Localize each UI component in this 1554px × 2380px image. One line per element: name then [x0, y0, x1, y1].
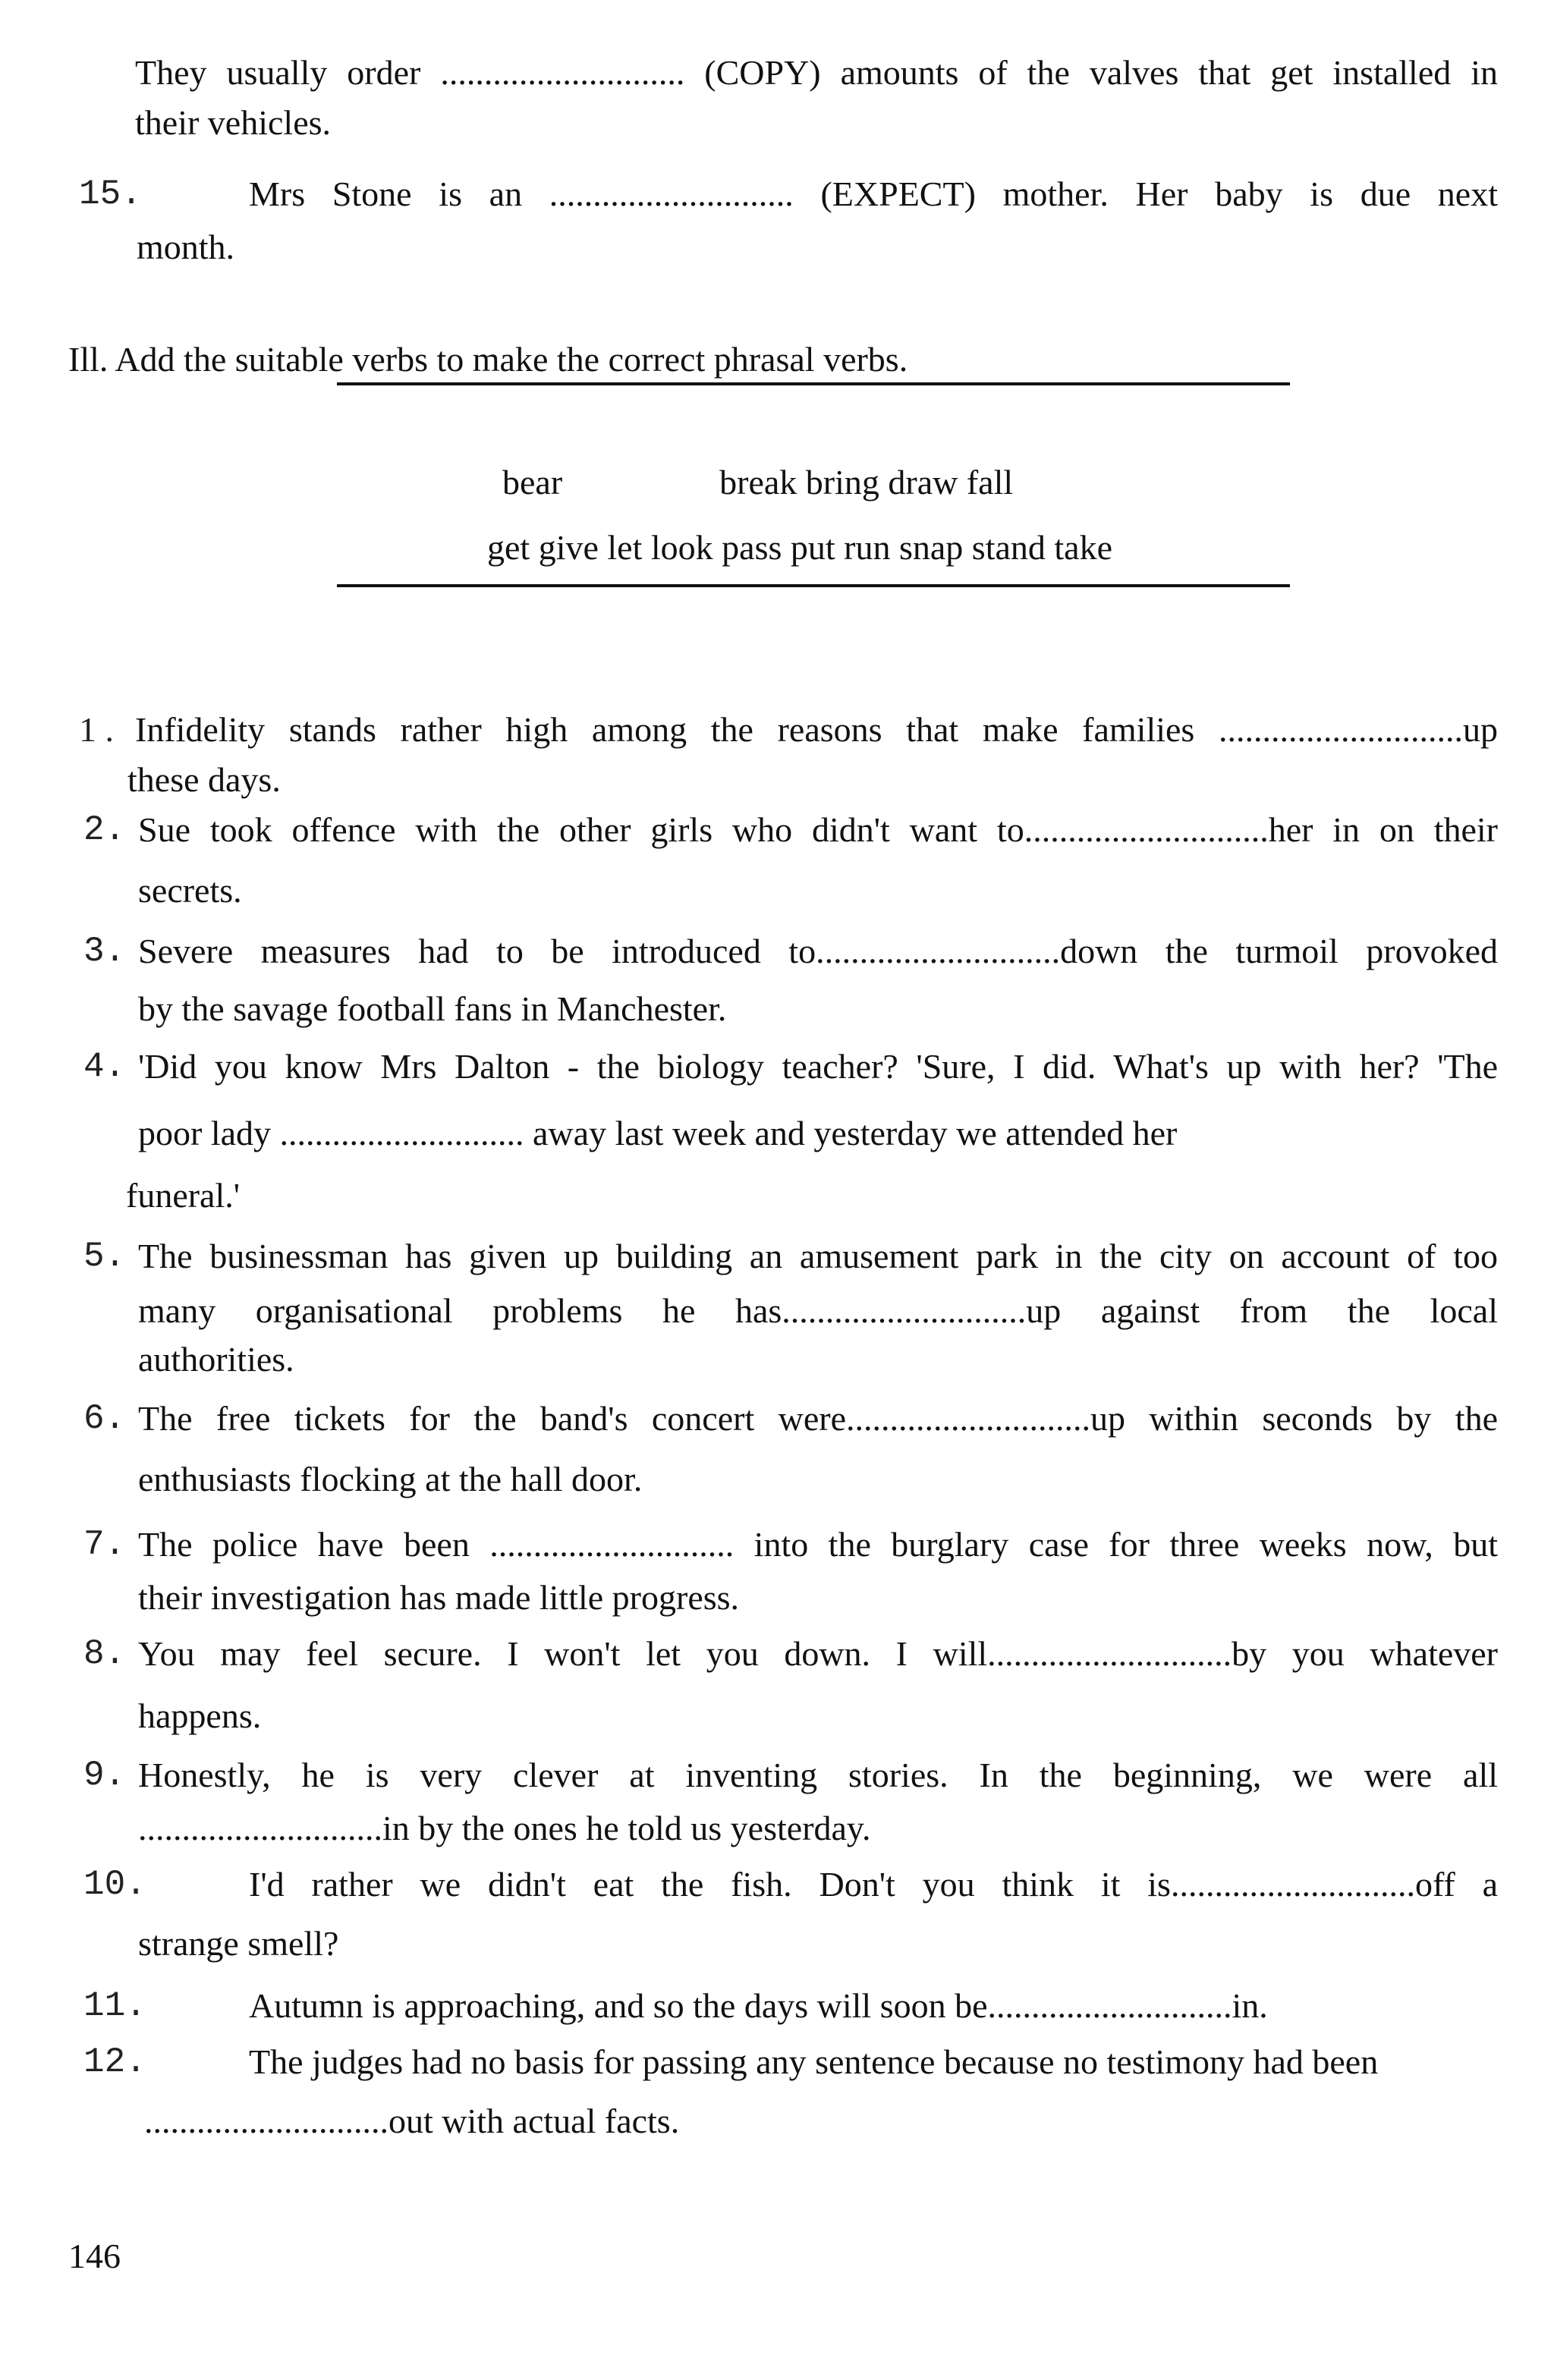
word-box-line-1: bear break bring draw fall — [502, 463, 1014, 501]
item-6-line-2: enthusiasts flocking at the hall door. — [138, 1460, 643, 1498]
word-box-line-2: get give let look pass put run snap stand take — [487, 528, 1113, 567]
item-15-line-2: month. — [137, 228, 235, 266]
item-7-number: 7. — [83, 1525, 126, 1564]
item-15-line-1: Mrs Stone is an ............................ (EXPECT) mother. Her baby is due next — [249, 174, 1498, 213]
item-14-line-2: their vehicles. — [135, 103, 332, 142]
item-4-line-1: 'Did you know Mrs Dalton - the biology teacher? 'Sure, I did. What's up with her? 'The — [138, 1047, 1498, 1086]
item-4-line-3: funeral.' — [126, 1176, 241, 1215]
item-3-line-2: by the savage football fans in Manchester. — [138, 989, 727, 1028]
item-7-line-2: their investigation has made little progress. — [138, 1578, 740, 1617]
item-5-line-3: authorities. — [138, 1340, 294, 1379]
item-1-line-2: these days. — [127, 760, 281, 799]
item-10-line-1: I'd rather we didn't eat the fish. Don't you think it is............................off a — [249, 1865, 1498, 1904]
item-14-line-1: They usually order ............................ (COPY) amounts of the valves that get installed in — [135, 53, 1498, 92]
item-9-number: 9. — [83, 1756, 126, 1795]
item-8-line-2: happens. — [138, 1696, 262, 1735]
item-4-number: 4. — [83, 1047, 126, 1086]
item-3-number: 3. — [83, 932, 126, 971]
page-number: 146 — [68, 2237, 121, 2275]
item-2-line-1: Sue took offence with the other girls who didn't want to............................her in on their — [138, 810, 1498, 849]
item-10-line-2: strange smell? — [138, 1924, 339, 1963]
item-11-line-1: Autumn is approaching, and so the days will soon be............................in. — [249, 1986, 1268, 2025]
word-box-bottom-rule — [337, 584, 1290, 587]
item-11-number: 11. — [83, 1986, 146, 2026]
item-10-number: 10. — [83, 1865, 146, 1904]
item-1-number: 1 . — [79, 710, 114, 749]
item-12-number: 12. — [83, 2042, 146, 2082]
item-7-line-1: The police have been ............................ into the burglary case for three weeks now, but — [138, 1525, 1498, 1564]
item-8-line-1: You may feel secure. I won't let you down. I will............................by you whatever — [138, 1634, 1498, 1673]
item-12-line-2: ............................out with actual facts. — [144, 2102, 680, 2140]
item-15-number: 15. — [79, 174, 142, 214]
item-2-line-2: secrets. — [138, 871, 242, 910]
item-2-number: 2. — [83, 810, 126, 850]
item-9-line-1: Honestly, he is very clever at inventing stories. In the beginning, we were all — [138, 1756, 1498, 1794]
item-1-line-1: Infidelity stands rather high among the reasons that make families ............................up — [135, 710, 1498, 749]
item-8-number: 8. — [83, 1634, 126, 1674]
item-4-line-2: poor lady ............................ away last week and yesterday we attended her — [138, 1114, 1178, 1152]
item-5-number: 5. — [83, 1237, 126, 1276]
item-5-line-1: The businessman has given up building an amusement park in the city on account of too — [138, 1237, 1498, 1275]
item-5-line-2: many organisational problems he has............................up against from the local — [138, 1291, 1498, 1330]
item-6-number: 6. — [83, 1399, 126, 1438]
item-12-line-1: The judges had no basis for passing any sentence because no testimony had been — [249, 2042, 1379, 2081]
word-box-top-rule — [337, 382, 1290, 385]
item-3-line-1: Severe measures had to be introduced to............................down the turmoil provoked — [138, 932, 1498, 970]
item-6-line-1: The free tickets for the band's concert were............................up within seconds by the — [138, 1399, 1498, 1438]
section-heading: Ill. Add the suitable verbs to make the correct phrasal verbs. — [68, 340, 908, 379]
item-9-line-2: ............................in by the ones he told us yesterday. — [138, 1809, 871, 1847]
